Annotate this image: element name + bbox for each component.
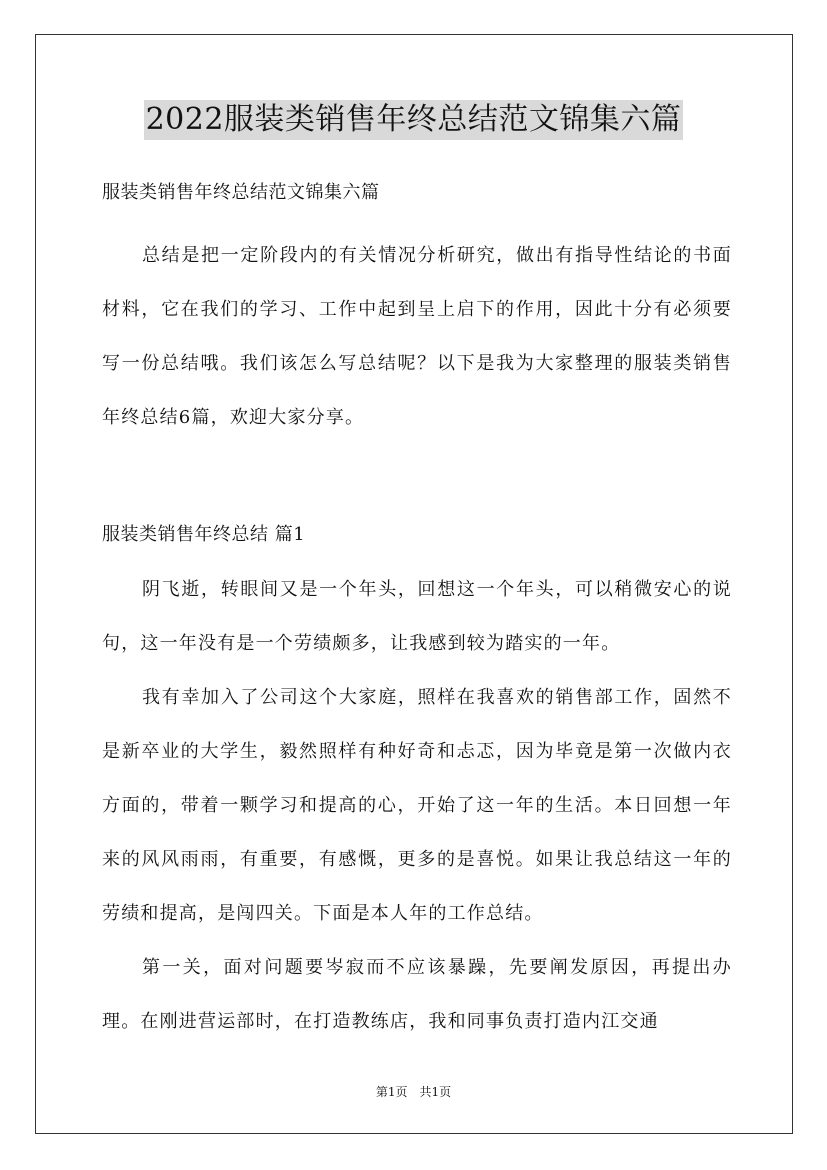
document-body [102, 175, 732, 1049]
section-body [102, 563, 732, 1049]
section-heading: 服装类销售年终总结 篇1 [102, 524, 306, 545]
body-paragraph: 阴飞逝，转眼间又是一个年头，回想这一个年头，可以稍微安心的说句，这一年没有是一个劳绩颇多，让我感到较为踏实的一年。 [102, 579, 732, 654]
document-title: 2022服装类销售年终总结范文锦集六篇 [144, 100, 684, 140]
body-paragraph: 第一关，面对问题要岑寂而不应该暴躁，先要阐发原因，再提出办理。在刚进营运部时，在打造教练店，我和同事负责打造内江交通 [102, 957, 732, 1032]
title-container [0, 100, 827, 140]
intro-paragraph: 总结是把一定阶段内的有关情况分析研究，做出有指导性结论的书面材料，它在我们的学习、工作中起到呈上启下的作用，因此十分有必须要写一份总结哦。我们该怎么写总结呢？以下是我为大家整理的服装类销售年终总结6篇，欢迎大家分享。 [102, 245, 732, 428]
page-footer: 第1页 共1页 [375, 1085, 452, 1099]
body-paragraph: 我有幸加入了公司这个大家庭，照样在我喜欢的销售部工作，固然不是新卒业的大学生，毅然照样有种好奇和忐忑，因为毕竟是第一次做内衣方面的，带着一颗学习和提高的心，开始了这一年的生活。本日回想一年来的风风雨雨，有重要，有感慨，更多的是喜悦。如果让我总结这一年的劳绩和提高，是闯四关。下面是本人年的工作总结。 [102, 687, 732, 924]
document-subtitle: 服装类销售年终总结范文锦集六篇 [102, 182, 380, 203]
